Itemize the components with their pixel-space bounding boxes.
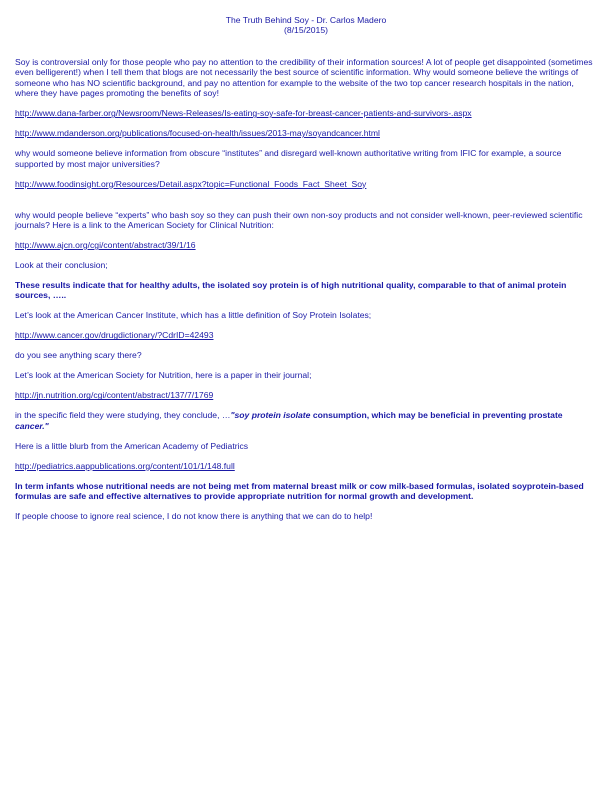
field-quote-italic: "soy protein isolate: [230, 410, 311, 421]
field-quote-bold: consumption, which may be beneficial in preventing prostate: [310, 410, 563, 421]
closing-paragraph: If people choose to ignore real science, I do not know there is anything that we can do to help!: [15, 511, 373, 522]
dana-farber-link[interactable]: http://www.dana-farber.org/Newsroom/News-Releases/Is-eating-soy-safe-for-breast-cancer-patients-and-survivors-.aspx: [15, 108, 472, 119]
foodinsight-link[interactable]: http://www.foodinsight.org/Resources/Detail.aspx?topic=Functional_Foods_Fact_Sheet_Soy: [15, 178, 367, 189]
pediatrics-link[interactable]: http://pediatrics.aappublications.org/content/101/1/148.full: [15, 460, 235, 471]
document-body: [15, 57, 597, 531]
field-prefix: in the specific field they were studying, they conclude, …: [15, 410, 231, 421]
aci-paragraph: Let’s look at the American Cancer Institute, which has a little definition of Soy Protein Isolates;: [15, 310, 372, 321]
asn-paragraph: Let’s look at the American Society for Nutrition, here is a paper in their journal;: [15, 370, 312, 381]
md-anderson-link[interactable]: http://www.mdanderson.org/publications/focused-on-health/issues/2013-may/soyandcancer.html: [15, 128, 380, 139]
conclusion-quote: These results indicate that for healthy adults, the isolated soy protein is of high nutritional quality, comparable to that of animal protein sources, …..: [15, 280, 567, 301]
title-line: The Truth Behind Soy - Dr. Carlos Madero: [225, 15, 387, 25]
intro-paragraph: Soy is controversial only for those people who pay no attention to the credibility of their information sources! A lot of people get disappointed (sometimes even belligerent!) when I tell them that blogs are not necessarily the best source of scientific information. Why would someone believe the writings of someone who has NO scientific background, and pay no attention for example to the website of the two top cancer research hospitals in the nation, where they have pages promoting the benefits of soy!: [15, 57, 593, 99]
spacer: [15, 199, 597, 210]
field-paragraph: [15, 410, 597, 431]
title-date: (8/15/2015): [284, 25, 328, 35]
document-title: [0, 15, 612, 35]
infants-quote: In term infants whose nutritional needs are not being met from maternal breast milk or cow milk-based formulas, isolated soyprotein-based formulas are safe and effective alternatives to provide appropriate nutrition for normal growth and development.: [15, 480, 584, 502]
aap-paragraph: Here is a little blurb from the American Academy of Pediatrics: [15, 440, 249, 451]
scary-paragraph: do you see anything scary there?: [15, 350, 142, 361]
look-paragraph: Look at their conclusion;: [15, 260, 108, 271]
ajcn-link[interactable]: http://www.ajcn.org/cgi/content/abstract/39/1/16: [15, 240, 196, 251]
jn-nutrition-link[interactable]: http://jn.nutrition.org/cgi/content/abstract/137/7/1769: [15, 390, 214, 401]
cancer-gov-link[interactable]: http://www.cancer.gov/drugdictionary/?CdrID=42493: [15, 330, 214, 341]
ific-paragraph: why would someone believe information from obscure “institutes” and disregard well-known authoritative writing from IFIC for example, a source supported by most major universities?: [15, 148, 562, 169]
field-quote-end: cancer.": [15, 420, 49, 431]
experts-paragraph: why would people believe “experts” who bash soy so they can push their own non-soy products and not consider well-known, peer-reviewed scientific journals? Here is a link to the American Society for Clinical Nutrition:: [15, 209, 583, 231]
